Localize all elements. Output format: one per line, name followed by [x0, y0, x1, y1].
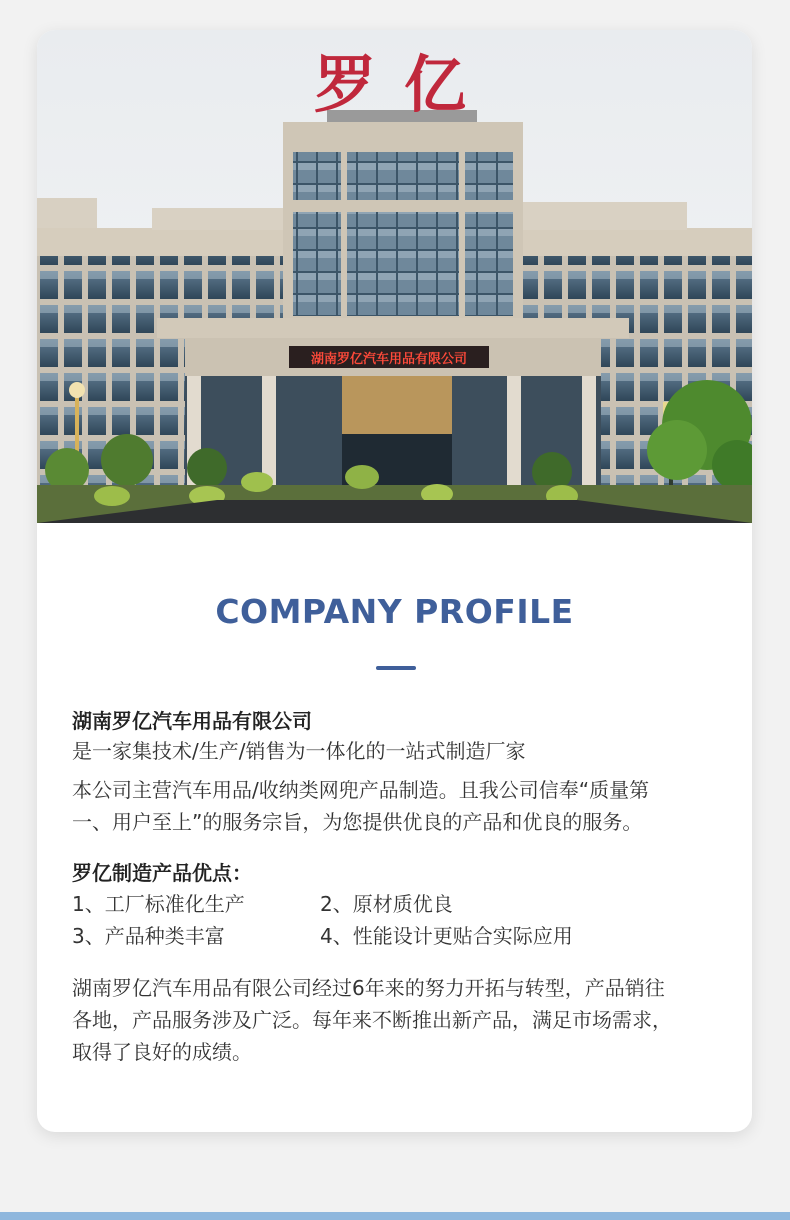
closing-line: 取得了良好的成绩。 [72, 1040, 252, 1064]
title-divider [376, 666, 416, 670]
company-description [72, 774, 722, 838]
closing-line: 湖南罗亿汽车用品有限公司经过6年来的努力开拓与转型，产品销往 [72, 976, 665, 1000]
section-title: COMPANY PROFILE [215, 592, 574, 631]
entrance-banner: 湖南罗亿汽车用品有限公司 [310, 352, 468, 367]
description-line: 一、用户至上”的服务宗旨，为您提供优良的产品和优良的服务。 [72, 810, 643, 834]
company-tagline: 是一家集技术/生产/销售为一体化的一站式制造厂家 [72, 739, 526, 763]
profile-content [72, 706, 722, 1068]
profile-card [37, 30, 752, 1132]
rooftop-sign: 罗亿 [313, 48, 495, 121]
advantages-section [72, 858, 722, 952]
advantages-heading: 罗亿制造产品优点： [72, 861, 252, 885]
advantages-list [72, 888, 722, 952]
bottom-accent-bar [0, 1212, 790, 1220]
building-photo [37, 30, 752, 523]
company-name: 湖南罗亿汽车用品有限公司 [72, 709, 312, 733]
description-line: 本公司主营汽车用品/收纳类网兜产品制造。且我公司信奉“质量第 [72, 778, 650, 802]
closing-paragraph [72, 972, 722, 1068]
advantage-item: 3、产品种类丰富 [72, 924, 225, 948]
closing-line: 各地，产品服务涉及广泛。每年来不断推出新产品，满足市场需求， [72, 1008, 672, 1032]
advantage-item: 4、性能设计更贴合实际应用 [320, 924, 573, 948]
advantage-item: 1、工厂标准化生产 [72, 892, 245, 916]
advantage-item: 2、原材质优良 [320, 892, 453, 916]
